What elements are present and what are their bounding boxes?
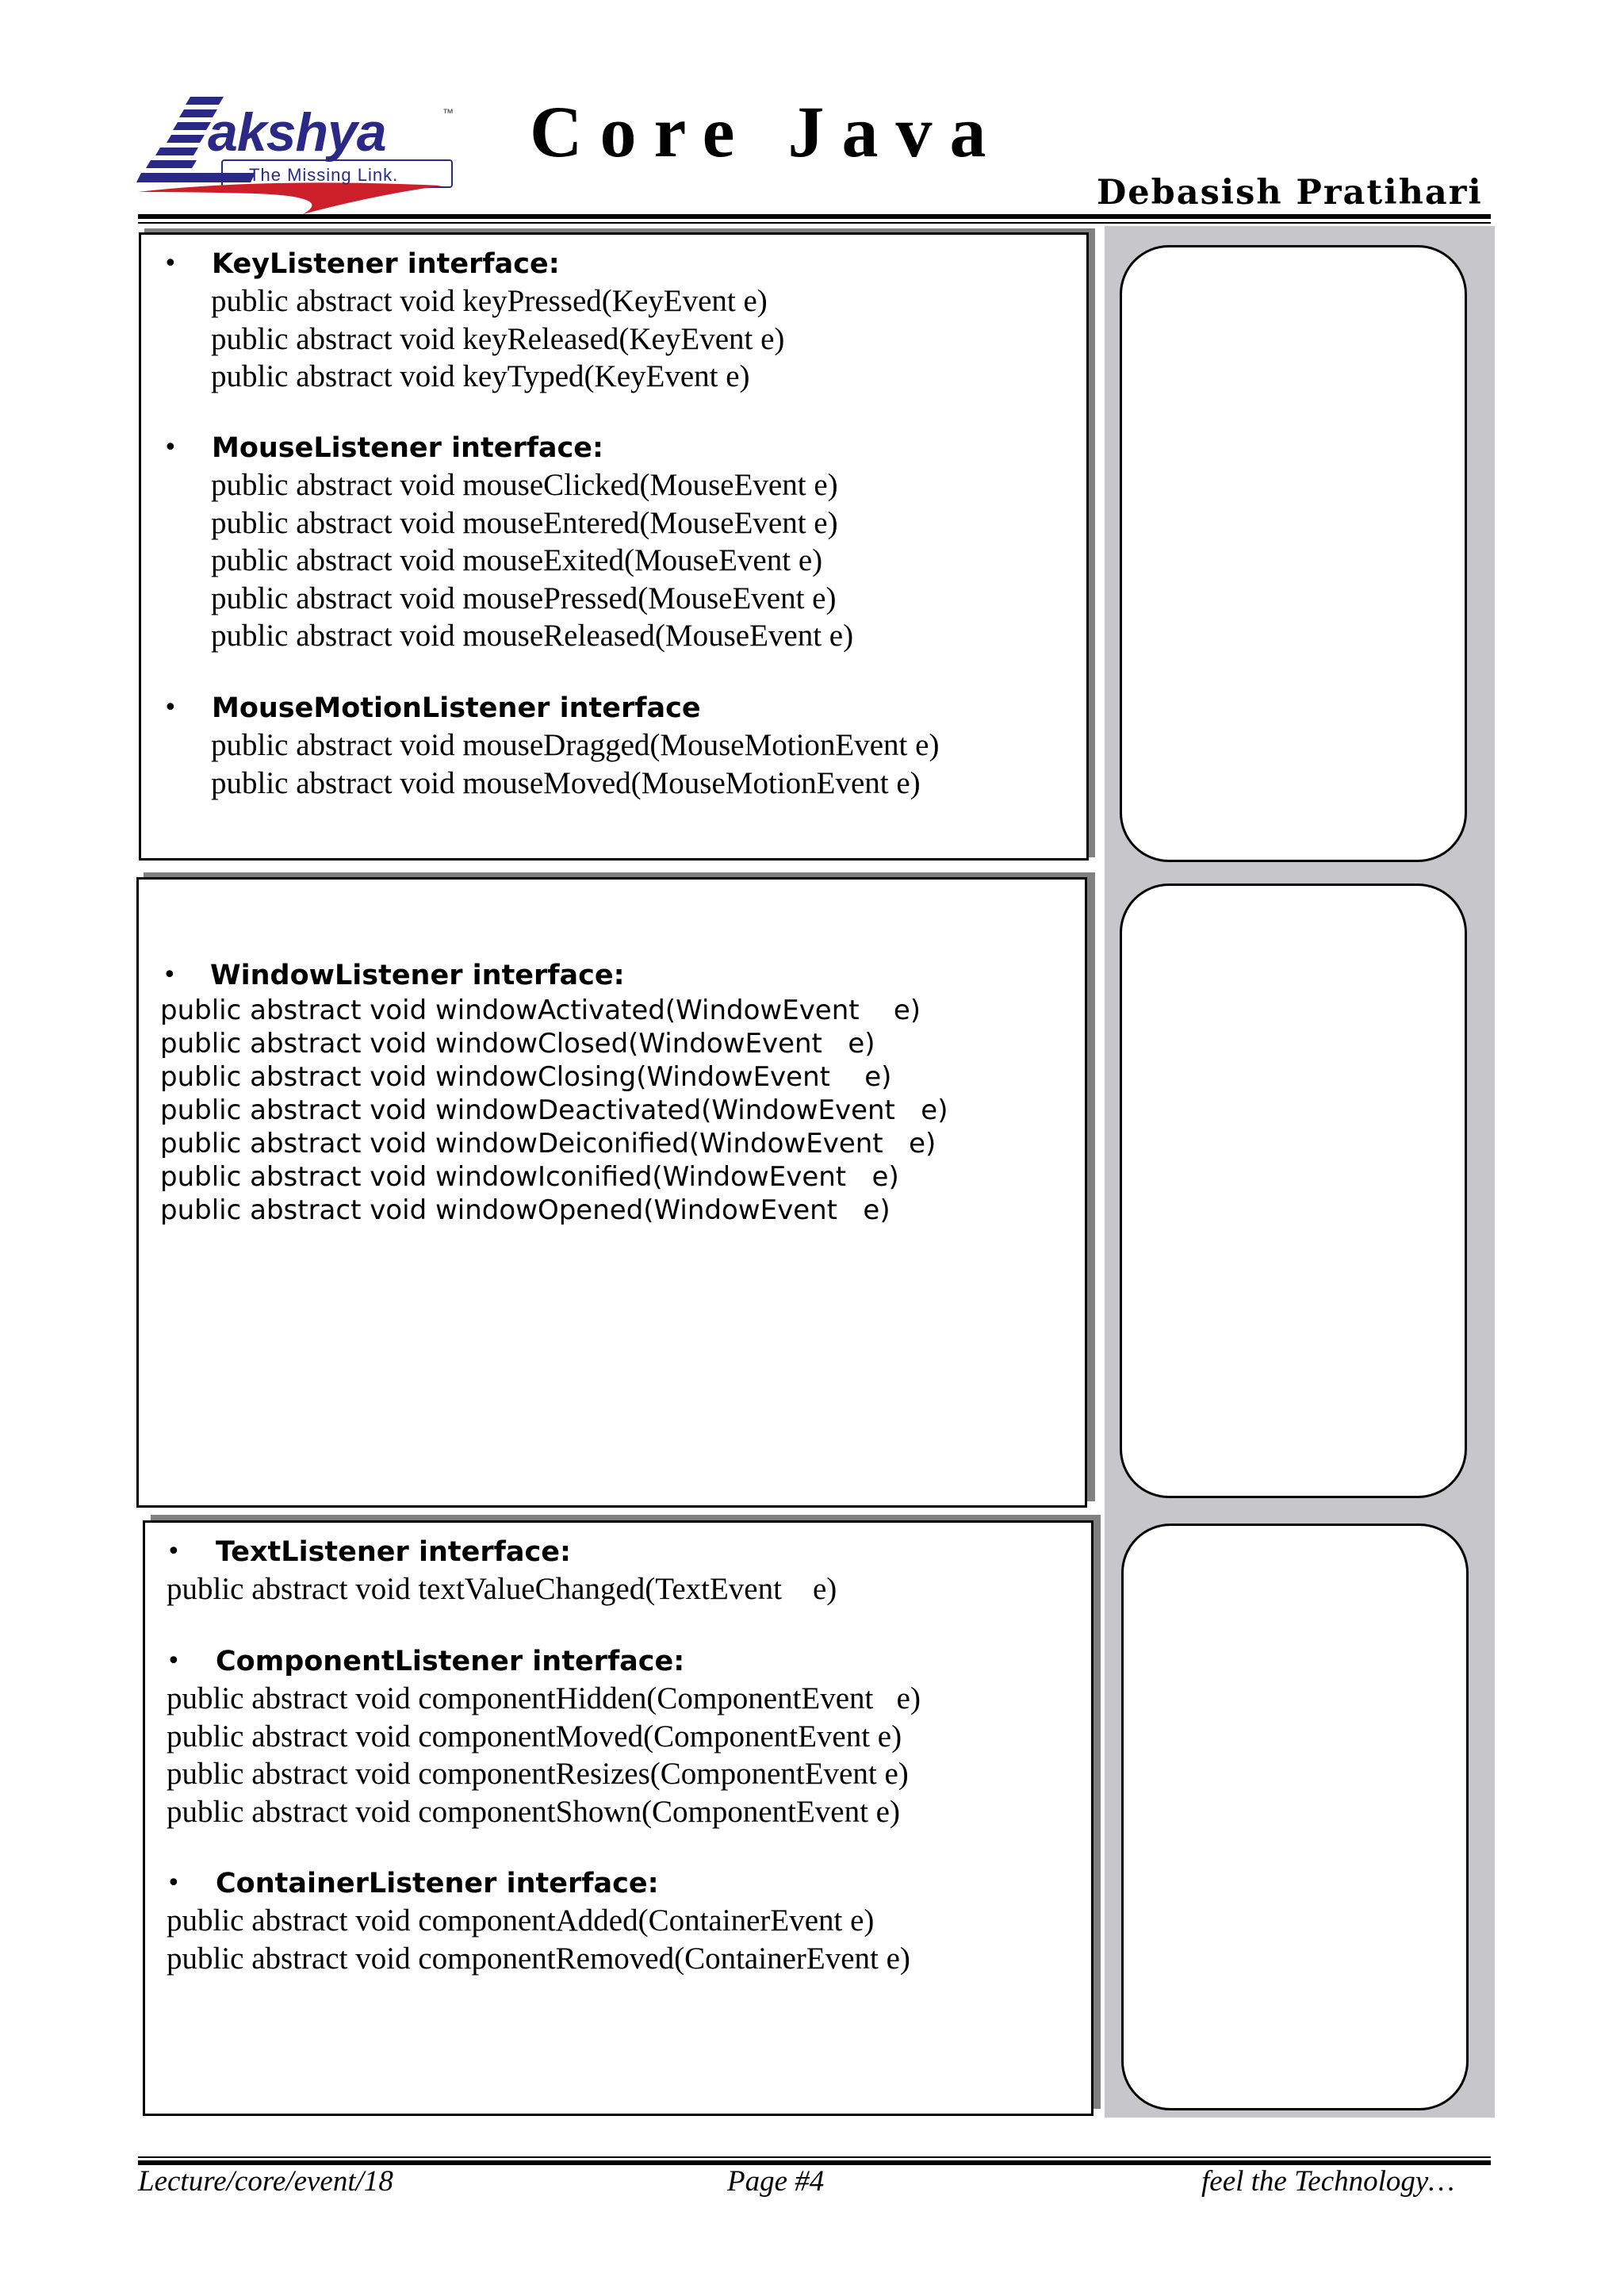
listener-section [139,957,948,1227]
method-line: public abstract void windowDeactivated(WindowEvent e) [160,1094,948,1126]
method-line: public abstract void componentRemoved(ContainerEvent e) [167,1941,910,1976]
method-line: public abstract void mouseMoved(MouseMotionEvent e) [211,765,921,800]
method-line: public abstract void mousePressed(MouseEvent e) [211,581,837,615]
bullet-icon: • [167,1869,181,1897]
listener-section [145,1643,921,1830]
logo-wordmark: akshya [208,102,386,163]
method-line: public abstract void keyReleased(KeyEvent e) [211,321,785,356]
content-box-3 [143,1520,1094,2116]
footer-page-number: Page #4 [727,2165,825,2198]
bullet-icon: • [163,434,178,462]
bullet-icon: • [167,1647,181,1675]
method-line: public abstract void componentMoved(ComponentEvent e) [167,1719,902,1754]
note-box-1 [1120,245,1467,862]
method-line: public abstract void mouseEntered(MouseEvent e) [211,505,838,540]
bullet-icon: • [163,250,178,278]
bullet-icon: • [163,961,177,989]
bullet-icon: • [167,1538,181,1566]
method-line: public abstract void windowOpened(WindowEvent e) [160,1194,891,1226]
author-name: Debasish Pratihari [1097,173,1483,213]
header-rule-thin [138,222,1491,224]
listener-section [141,246,784,396]
section-heading: TextListener interface: [216,1536,571,1568]
method-line: public abstract void componentHidden(ComponentEvent e) [167,1681,921,1715]
method-line: public abstract void keyPressed(KeyEvent e) [211,284,768,318]
method-line: public abstract void mouseExited(MouseEvent e) [211,543,823,577]
logo-trademark: ™ [442,106,454,119]
method-list [211,726,939,802]
method-line: public abstract void windowClosed(WindowEvent e) [160,1028,875,1060]
note-box-3 [1121,1524,1469,2110]
method-line: public abstract void windowClosing(WindowEvent e) [160,1061,892,1093]
section-heading: WindowListener interface: [210,960,625,991]
listener-section [141,430,853,655]
method-line: public abstract void componentResizes(ComponentEvent e) [167,1757,909,1791]
method-line: public abstract void windowDeiconified(WindowEvent e) [160,1128,936,1159]
method-line: public abstract void mouseReleased(MouseEvent e) [211,619,854,653]
section-heading: MouseMotionListener interface [212,692,701,724]
method-list [160,994,948,1227]
bullet-icon: • [163,694,178,722]
listener-section [145,1534,837,1608]
section-heading: KeyListener interface: [212,248,560,280]
footer-rule-thin [138,2156,1491,2158]
method-list [167,1902,910,1977]
page-title: Core Java [530,91,1004,172]
content-box-2 [136,877,1087,1508]
method-list [211,466,853,655]
method-list [167,1680,921,1830]
section-heading: MouseListener interface: [212,432,604,464]
method-line: public abstract void keyTyped(KeyEvent e) [211,359,750,393]
notes-margin-column [1105,226,1495,2118]
header-rule-thick [138,214,1491,219]
footer-tagline: feel the Technology… [1201,2165,1455,2198]
section-heading: ContainerListener interface: [216,1868,659,1899]
listener-section [145,1865,910,1977]
method-list [167,1570,837,1608]
method-line: public abstract void componentShown(ComponentEvent e) [167,1794,900,1829]
method-list [211,282,784,396]
section-heading: ComponentListener interface: [216,1646,685,1677]
method-line: public abstract void componentAdded(ContainerEvent e) [167,1903,875,1938]
method-line: public abstract void mouseClicked(MouseEvent e) [211,468,838,502]
method-line: public abstract void mouseDragged(MouseMotionEvent e) [211,728,940,762]
logo-tagline: ... The Missing Link. [227,165,399,185]
note-box-2 [1120,884,1467,1498]
footer-lecture-ref: Lecture/core/event/18 [138,2165,393,2198]
method-line: public abstract void windowActivated(WindowEvent e) [160,995,921,1026]
method-line: public abstract void windowIconified(WindowEvent e) [160,1161,899,1193]
method-line: public abstract void textValueChanged(TextEvent e) [167,1572,837,1606]
listener-section [141,690,939,802]
content-box-1 [139,232,1089,861]
